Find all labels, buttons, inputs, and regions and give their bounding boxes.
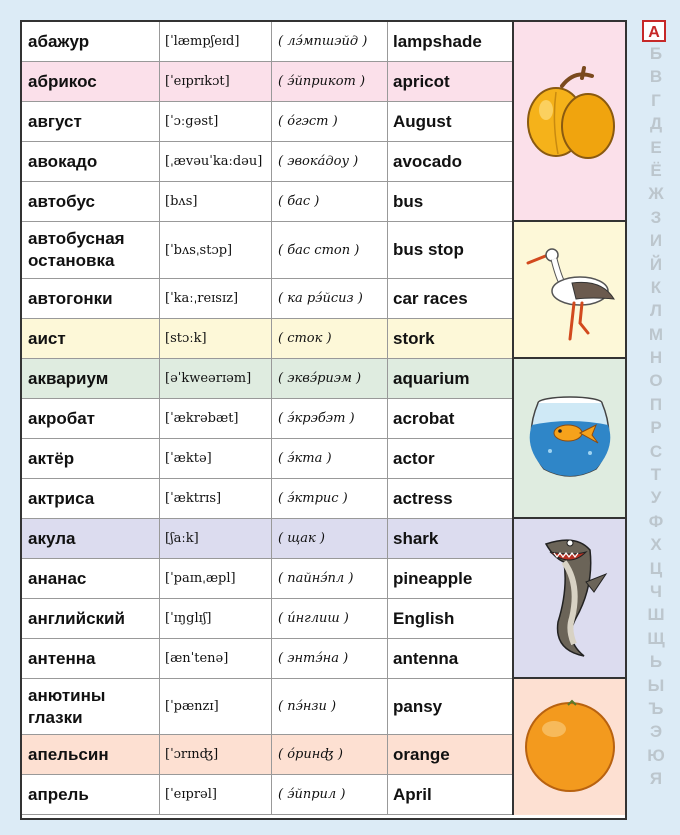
alphabet-letter[interactable]: Я [649,769,663,789]
transcription: [ˈkaːˌreɪsɪz] [160,279,272,318]
english-word: English [393,608,455,628]
alphabet-letter[interactable]: К [650,277,662,297]
russian-reading: ( энтэ́на ) [272,639,388,678]
russian-reading: ( э́ктрис ) [272,479,388,518]
transcription: [ænˈtenə] [160,639,272,678]
english-word: bus stop [393,240,464,259]
alphabet-letter[interactable]: Т [650,465,662,485]
alphabet-letter[interactable]: Б [649,44,663,63]
dictionary-row [22,182,512,222]
alphabet-letter[interactable]: Ь [649,652,663,672]
alphabet-letter[interactable]: И [649,231,663,251]
alphabet-letter[interactable]: Р [650,418,662,438]
dictionary-row [22,102,512,142]
transcription: [əˈkweərɪəm] [160,359,272,398]
english-word: actress [393,488,453,508]
english-word: August [393,111,452,131]
russian-word: авокадо [22,142,160,181]
russian-word: антенна [22,639,160,678]
alphabet-letter[interactable]: Ъ [648,698,664,718]
transcription: [ˈeɪprəl] [160,775,272,814]
russian-word: апельсин [22,735,160,774]
shark-illustration [524,526,616,671]
orange-illustration [520,693,620,802]
english-word: orange [393,744,450,764]
russian-word: аист [22,319,160,358]
transcription: [ʃaːk] [160,519,272,558]
alphabet-letter[interactable]: Ч [650,581,662,601]
russian-word: абрикос [22,62,160,101]
english-word: antenna [393,648,459,668]
alphabet-letter[interactable]: Е [650,137,662,157]
english-word: avocado [393,151,462,171]
dictionary-row [22,359,512,399]
orange-picture-panel [512,679,625,815]
alphabet-letter-active[interactable]: А [642,20,666,42]
russian-reading: ( ка рэ́йсиз ) [272,279,388,318]
russian-word: август [22,102,160,141]
dictionary-table [20,20,627,820]
russian-word: акробат [22,399,160,438]
transcription: [ˈpaɪnˌæpl] [160,559,272,598]
russian-reading: ( эвока́доу ) [272,142,388,181]
alphabet-letter[interactable]: Н [649,348,663,368]
english-word: April [393,784,432,804]
dictionary-row [22,399,512,439]
russian-reading: ( о́гэст ) [272,102,388,141]
english-word: bus [393,191,424,211]
alphabet-letter[interactable]: Ж [648,184,664,204]
english-word: shark [393,528,439,548]
transcription: [bʌs] [160,182,272,221]
russian-word: автогонки [22,279,160,318]
russian-word: автобусная остановка [22,222,160,278]
dictionary-row [22,735,512,775]
dictionary-row [22,775,512,815]
alphabet-letter[interactable]: Й [649,254,663,274]
stork-picture-panel [512,222,625,359]
english-word: acrobat [393,408,455,428]
russian-word: актриса [22,479,160,518]
transcription: [ˈbʌsˌstɔp] [160,222,272,278]
transcription: [ˈɔrɪnʤ] [160,735,272,774]
alphabet-letter[interactable]: Д [649,114,663,134]
alphabet-letter[interactable]: Ы [647,675,665,695]
apricot-picture-panel [512,22,625,222]
dictionary-row [22,279,512,319]
russian-reading: ( э́кта ) [272,439,388,478]
russian-word: ананас [22,559,160,598]
dictionary-row [22,679,512,735]
alphabet-letter[interactable]: З [650,207,662,227]
dictionary-row [22,559,512,599]
apricot-illustration [522,64,618,179]
dictionary-row [22,479,512,519]
transcription: [ˈækrəbæt] [160,399,272,438]
aquarium-illustration [520,391,620,486]
russian-reading: ( пэ́нзи ) [272,679,388,734]
russian-word: аквариум [22,359,160,398]
dictionary-row [22,639,512,679]
russian-reading: ( бас стоп ) [272,222,388,278]
russian-reading: ( эквэ́риэм ) [272,359,388,398]
russian-word: акула [22,519,160,558]
english-word: actor [393,448,435,468]
russian-word: английский [22,599,160,638]
english-word: apricot [393,71,450,91]
transcription: [ˈpænzɪ] [160,679,272,734]
dictionary-row [22,519,512,559]
alphabet-letter[interactable]: У [650,488,662,508]
russian-reading: ( лэ́мпшэйд ) [272,22,388,61]
alphabet-letter[interactable]: С [649,441,663,461]
russian-reading: ( э́крэбэт ) [272,399,388,438]
alphabet-letter[interactable]: Ц [649,558,663,578]
alphabet-letter[interactable]: Г [651,90,661,110]
dictionary-row [22,222,512,279]
transcription: [ˈeɪprɪkɔt] [160,62,272,101]
russian-word: анютины глазки [22,679,160,734]
transcription: [ˈæktə] [160,439,272,478]
alphabet-letter[interactable]: Э [649,722,663,742]
russian-word: абажур [22,22,160,61]
transcription: [ˈæktrɪs] [160,479,272,518]
russian-reading: ( бас ) [272,182,388,221]
alphabet-letter[interactable]: П [649,394,663,414]
alphabet-letter[interactable]: О [649,371,663,391]
english-word: pansy [393,696,443,716]
dictionary-row [22,319,512,359]
dictionary-row [22,599,512,639]
dictionary-row [22,22,512,62]
english-word: car races [393,288,468,308]
alphabet-letter[interactable]: М [648,324,664,344]
russian-reading: ( э́йприл ) [272,775,388,814]
alphabet-letter[interactable]: Щ [647,628,665,648]
alphabet-letter[interactable]: В [649,67,663,87]
dictionary-row [22,62,512,102]
english-word: stork [393,328,435,348]
russian-reading: ( о́ринʤ ) [272,735,388,774]
transcription: [ˌævəuˈkaːdəu] [160,142,272,181]
english-word: pineapple [393,568,473,588]
transcription: [ˈɪŋglɪʃ] [160,599,272,638]
alphabet-letter[interactable]: Ф [648,511,664,531]
shark-picture-panel [512,519,625,679]
alphabet-letter[interactable]: Л [650,301,662,321]
russian-word: апрель [22,775,160,814]
russian-reading: ( сток ) [272,319,388,358]
english-word: lampshade [393,31,482,51]
transcription: [ˈlæmpʃeɪd] [160,22,272,61]
russian-reading: ( э́йприкот ) [272,62,388,101]
transcription: [stɔːk] [160,319,272,358]
aquarium-picture-panel [512,359,625,519]
russian-reading: ( пайнэ́пл ) [272,559,388,598]
alphabet-letter[interactable]: Ш [647,605,665,625]
russian-reading: ( и́нглиш ) [272,599,388,638]
dictionary-row [22,439,512,479]
russian-reading: ( щак ) [272,519,388,558]
english-word: aquarium [393,368,470,388]
dictionary-row [22,142,512,182]
russian-word: автобус [22,182,160,221]
alphabet-letter[interactable]: Х [650,535,662,555]
alphabet-letter[interactable]: Ю [647,745,665,765]
stork-illustration [522,227,618,352]
russian-word: актёр [22,439,160,478]
transcription: [ˈɔːgəst] [160,102,272,141]
alphabet-letter[interactable]: Ё [650,160,662,180]
alphabet-index [640,20,672,791]
